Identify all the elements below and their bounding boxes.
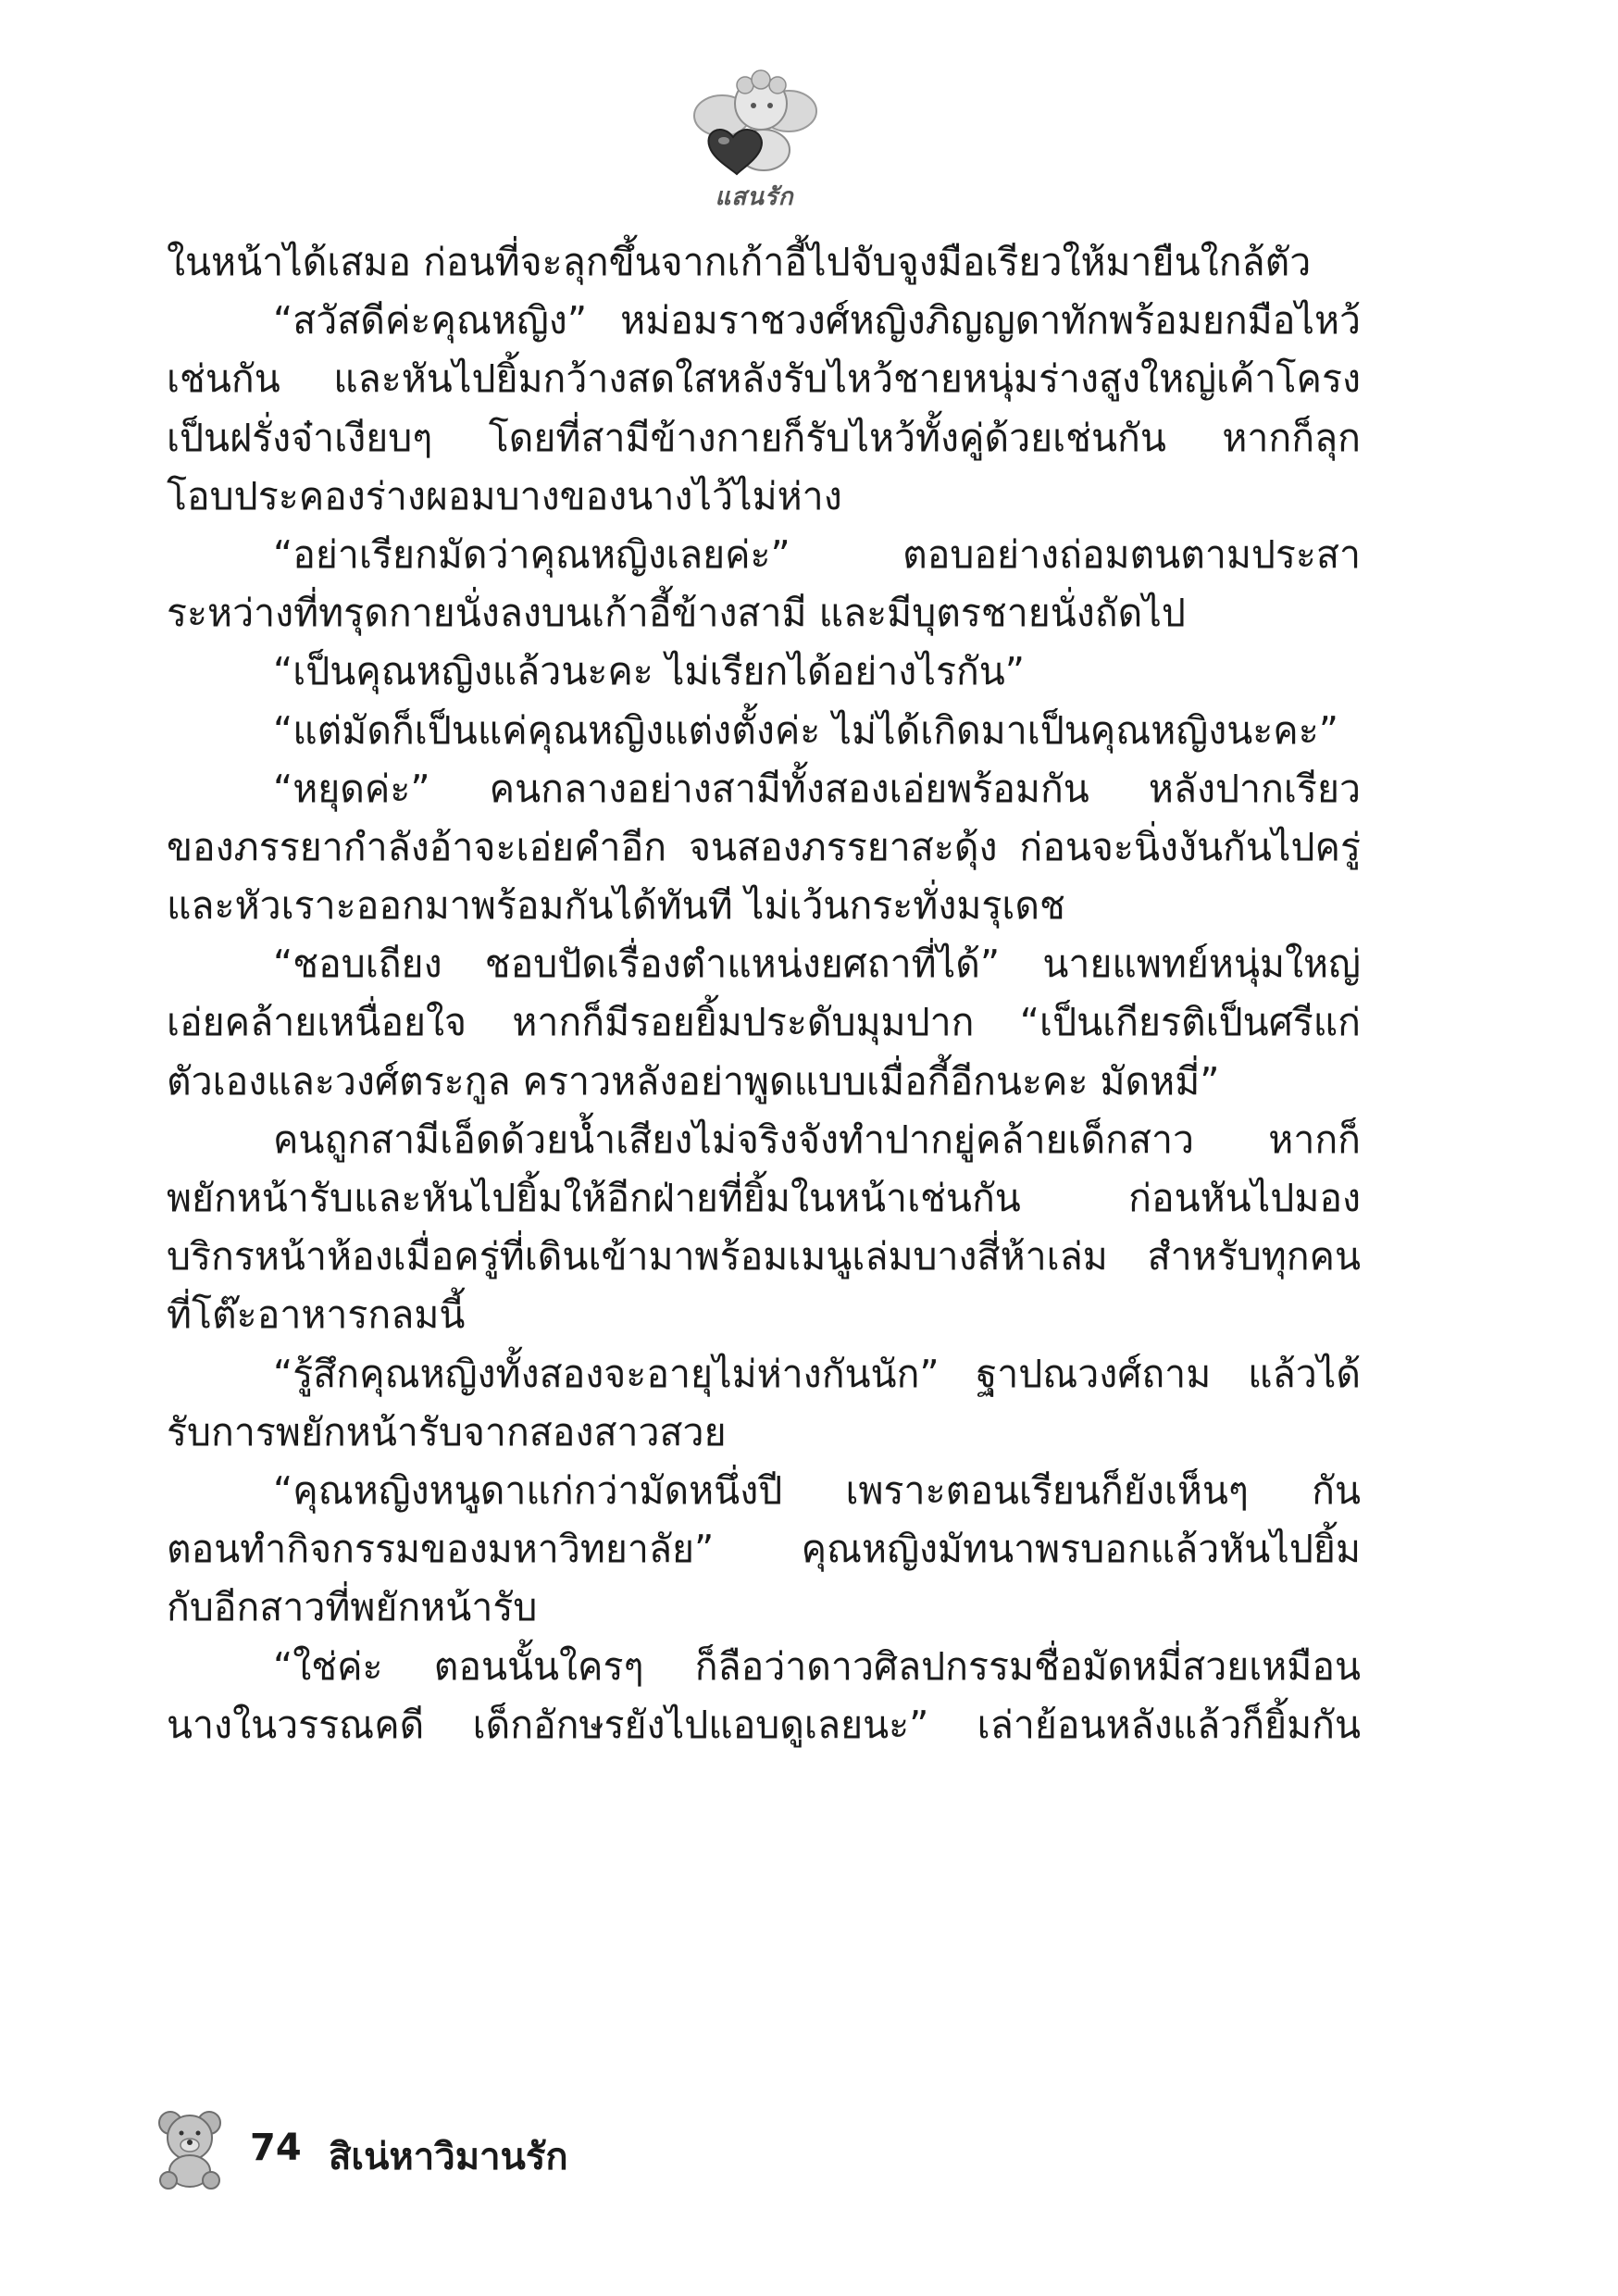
page-number: 74 — [250, 2127, 302, 2169]
text-line: “ใช่ค่ะ ตอนนั้นใครๆ ก็ลือว่าดาวศิลปกรรมชื่อมัดหมี่สวยเหมือน — [273, 1643, 1361, 1689]
teddy-bear-icon — [148, 2106, 236, 2190]
cherub-heart-logo-icon — [685, 65, 824, 185]
text-line: ของภรรยากำลังอ้าจะเอ่ยคำอีก จนสองภรรยาสะดุ้ง ก่อนจะนิ่งงันกันไปครู่ — [167, 824, 1361, 869]
text-line: และหัวเราะออกมาพร้อมกันได้ทันที ไม่เว้นกระทั่งมรุเดช — [167, 883, 1065, 929]
text-line: ระหว่างที่ทรุดกายนั่งลงบนเก้าอี้ข้างสามี และมีบุตรชายนั่งถัดไป — [167, 591, 1186, 636]
text-line: เป็นฝรั่งจ๋าเงียบๆ โดยที่สามีข้างกายก็รับไหว้ทั้งคู่ด้วยเช่นกัน หากก็ลุก — [167, 415, 1361, 460]
text-line: “ชอบเถียง ชอบปัดเรื่องตำแหน่งยศถาที่ได้” นายแพทย์หนุ่มใหญ่ — [273, 942, 1361, 987]
text-line: คนถูกสามีเอ็ดด้วยน้ำเสียงไม่จริงจังทำปากยู่คล้ายเด็กสาว หากก็ — [273, 1117, 1361, 1162]
text-line: พยักหน้ารับและหันไปยิ้มให้อีกฝ่ายที่ยิ้มในหน้าเช่นกัน ก่อนหันไปมอง — [167, 1176, 1361, 1220]
text-line: “แต่มัดก็เป็นแค่คุณหญิงแต่งตั้งค่ะ ไม่ได้เกิดมาเป็นคุณหญิงนะคะ” — [273, 707, 1338, 753]
text-line: กับอีกสาวที่พยักหน้ารับ — [167, 1585, 538, 1630]
text-line: รับการพยักหน้ารับจากสองสาวสวย — [167, 1409, 727, 1454]
text-line: ที่โต๊ะอาหารกลมนี้ — [167, 1292, 466, 1338]
text-line: “สวัสดีค่ะคุณหญิง” หม่อมราชวงศ์หญิงภิญญดาทักพร้อมยกมือไหว้ — [273, 298, 1361, 343]
text-line: “อย่าเรียกมัดว่าคุณหญิงเลยค่ะ” ตอบอย่างถ่อมตนตามประสา — [273, 531, 1361, 577]
text-line: โอบประคองร่างผอมบางของนางไว้ไม่ห่าง — [167, 473, 842, 518]
text-line: ในหน้าได้เสมอ ก่อนที่จะลุกขึ้นจากเก้าอี้ไปจับจูงมือเรียวให้มายืนใกล้ตัว — [167, 240, 1312, 284]
page-footer — [148, 2106, 889, 2190]
text-line: “หยุดค่ะ” คนกลางอย่างสามีทั้งสองเอ่ยพร้อมกัน หลังปากเรียว — [273, 766, 1361, 811]
body-text — [167, 233, 1361, 1754]
text-line: เอ่ยคล้ายเหนื่อยใจ หากก็มีรอยยิ้มประดับมุมปาก “เป็นเกียรติเป็นศรีแก่ — [167, 1000, 1361, 1045]
text-line: ตัวเองและวงศ์ตระกูล คราวหลังอย่าพูดแบบเมื่อกี้อีกนะคะ มัดหมี่” — [167, 1058, 1220, 1104]
text-line: ตอนทำกิจกรรมของมหาวิทยาลัย” คุณหญิงมัทนาพรบอกแล้วหันไปยิ้ม — [167, 1527, 1361, 1572]
header-logo-text: แสนรัก — [715, 183, 794, 211]
header-logo — [685, 65, 824, 213]
text-line: “รู้สึกคุณหญิงทั้งสองจะอายุไม่ห่างกันนัก” ฐาปณวงศ์ถาม แล้วได้ — [273, 1351, 1361, 1396]
text-line: บริกรหน้าห้องเมื่อครู่ที่เดินเข้ามาพร้อมเมนูเล่มบางสี่ห้าเล่ม สำหรับทุกคน — [167, 1234, 1361, 1279]
text-line: นางในวรรณคดี เด็กอักษรยังไปแอบดูเลยนะ” เล่าย้อนหลังแล้วก็ยิ้มกัน — [167, 1702, 1361, 1747]
text-line: เช่นกัน และหันไปยิ้มกว้างสดใสหลังรับไหว้ชายหนุ่มร่างสูงใหญ่เค้าโครง — [167, 356, 1361, 402]
text-line: “เป็นคุณหญิงแล้วนะคะ ไม่เรียกได้อย่างไรกัน” — [273, 649, 1026, 694]
book-title: สิเน่หาวิมานรัก — [329, 2136, 568, 2178]
text-line: “คุณหญิงหนูดาแก่กว่ามัดหนึ่งปี เพราะตอนเรียนก็ยังเห็นๆ กัน — [273, 1467, 1361, 1513]
